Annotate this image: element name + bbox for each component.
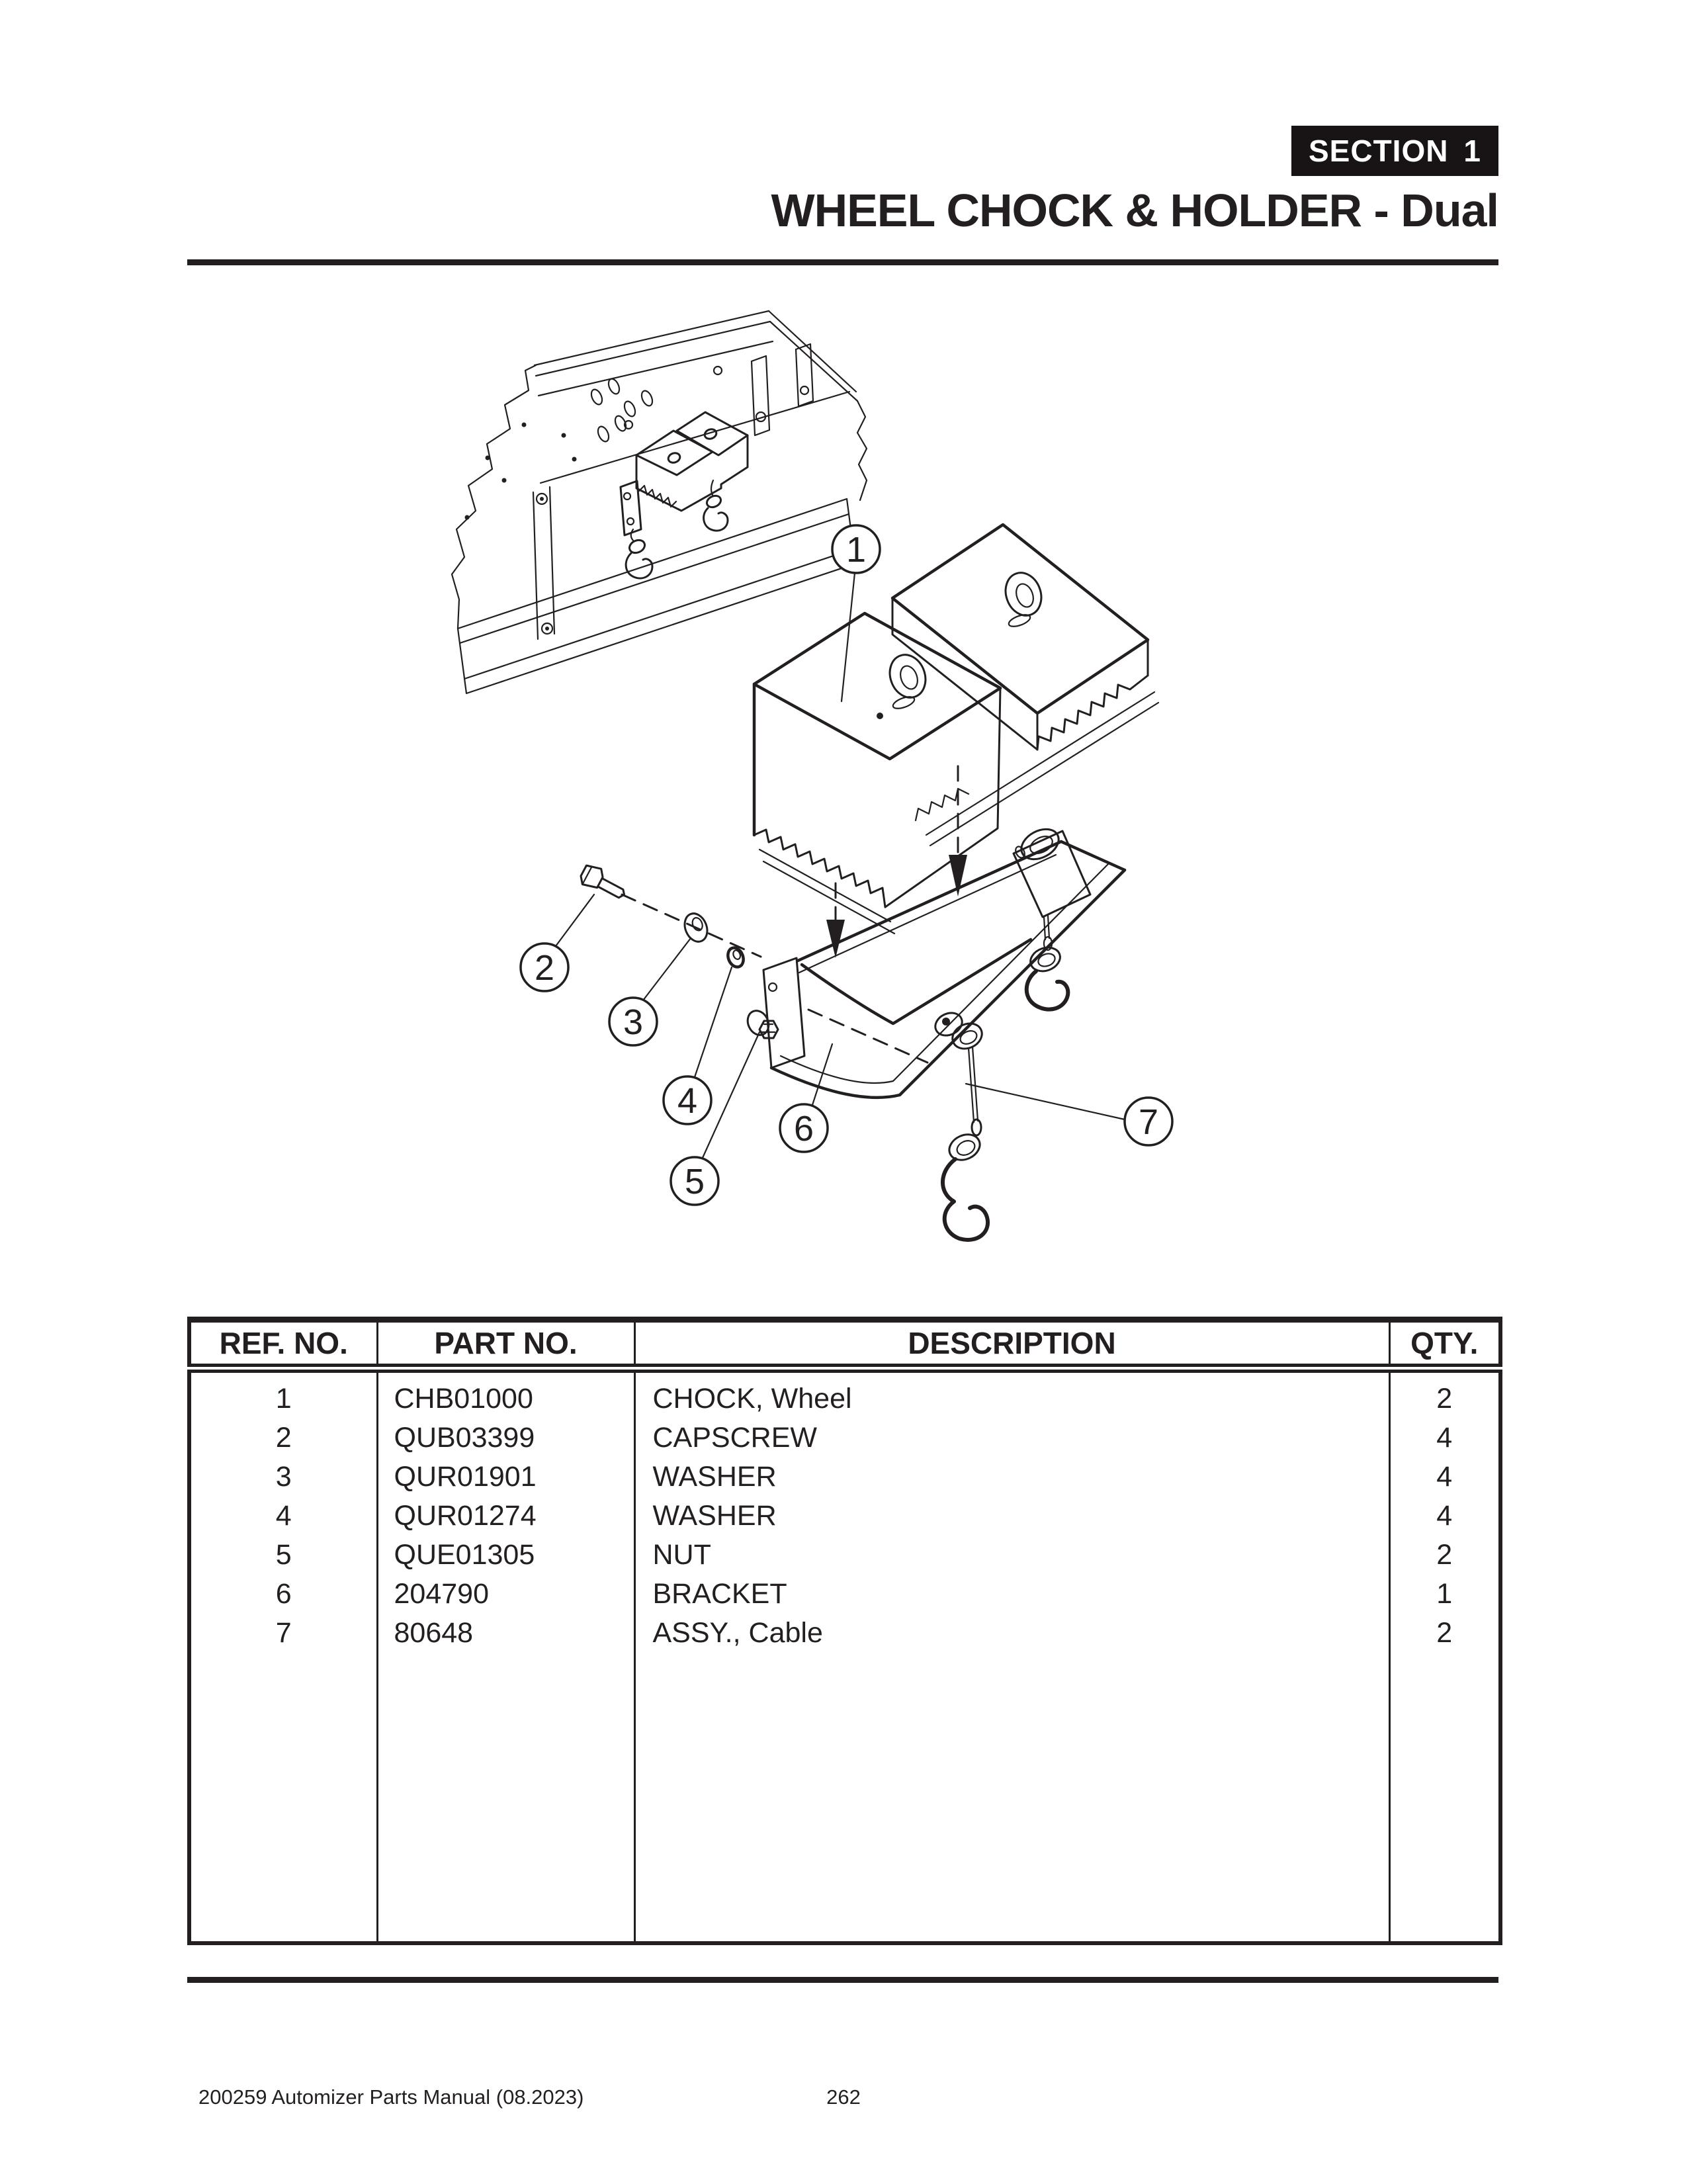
callout-5 [671, 1157, 718, 1205]
cell-qty: 4 [1436, 1422, 1453, 1454]
mounted-hook-icon [704, 508, 728, 531]
table-filler-row [189, 1653, 1500, 1943]
svg-text:5: 5 [684, 1162, 705, 1201]
svg-text:4: 4 [677, 1081, 698, 1121]
frame-body-line [541, 392, 849, 483]
section-badge [1291, 126, 1498, 176]
cell-ref: 7 [189, 1614, 377, 1653]
eye-bolt-icon [1000, 568, 1047, 621]
table-row [189, 1536, 1500, 1575]
frame-rail-line [539, 341, 773, 396]
fastener-axis [808, 1010, 928, 1063]
bracket [744, 823, 1125, 1098]
cell-ref: 6 [189, 1575, 377, 1614]
header-description: DESCRIPTION [634, 1320, 1389, 1369]
cell-ref: 5 [189, 1536, 377, 1575]
bracket-ear-hole [769, 983, 777, 991]
tab-hole [800, 386, 808, 394]
parts-table [187, 1317, 1502, 1945]
bracket-back-edge [798, 842, 1061, 961]
footer-page-number: 262 [826, 2085, 861, 2109]
cell-ref: 2 [189, 1419, 377, 1458]
nut [744, 1007, 778, 1038]
bracket-right-edge [1061, 842, 1125, 870]
rail-bolt [714, 367, 722, 374]
eye-bolt-inner [1014, 582, 1037, 609]
strap-bolt-dot [545, 627, 549, 631]
bottom-rule [187, 1977, 1498, 1983]
bracket-ear [763, 958, 804, 1068]
cable-line [1044, 916, 1049, 939]
cable-clamp [949, 1019, 986, 1053]
svg-text:1: 1 [845, 530, 867, 570]
cell-desc: CHOCK, Wheel [634, 1368, 1389, 1419]
s-hook-icon [943, 1159, 988, 1240]
capscrew-shank [598, 879, 627, 900]
frame-strap [533, 487, 554, 639]
chock-right-face [885, 688, 1000, 907]
svg-text:2: 2 [534, 948, 555, 988]
svg-text:7: 7 [1138, 1102, 1159, 1142]
table-header-row [189, 1320, 1500, 1369]
section-badge-number: 1 [1463, 134, 1481, 168]
table-row [189, 1419, 1500, 1458]
callout-7 [1125, 1098, 1172, 1145]
cell-part: 204790 [377, 1575, 634, 1614]
header-qty: QTY. [1389, 1320, 1500, 1369]
cell-desc: ASSY., Cable [634, 1614, 1389, 1653]
cell-qty: 4 [1436, 1500, 1453, 1532]
cell-desc: CAPSCREW [634, 1419, 1389, 1458]
callout-leader-2 [556, 895, 594, 946]
cell-qty: 2 [1436, 1617, 1453, 1649]
cell-part: QUR01274 [377, 1497, 634, 1536]
frame-hanger-tab [752, 356, 769, 435]
cable-ring [1027, 943, 1064, 975]
table-row [189, 1368, 1500, 1419]
table-row [189, 1614, 1500, 1653]
frame-bottom-flange [458, 499, 855, 693]
table-row [189, 1458, 1500, 1497]
header-part-no: PART NO. [377, 1320, 634, 1369]
chock-top-face [754, 613, 1000, 759]
assembly-arrows [826, 766, 967, 958]
rail-teeth [916, 789, 969, 820]
callout-leader-7 [966, 1084, 1125, 1119]
cell-part: 80648 [377, 1614, 634, 1653]
mounted-eye-bolt-icon [703, 427, 718, 440]
cell-qty: 2 [1436, 1539, 1453, 1571]
s-hook-icon [1027, 971, 1068, 1010]
chock-top-face [892, 525, 1148, 713]
wheel-chock-right [892, 525, 1148, 750]
cell-desc: NUT [634, 1536, 1389, 1575]
exploded-view-svg [165, 278, 1522, 1317]
header-ref-no: REF. NO. [189, 1320, 377, 1369]
table-row [189, 1497, 1500, 1536]
cell-ref: 4 [189, 1497, 377, 1536]
cell-ref: 1 [189, 1368, 377, 1419]
chock-teeth [754, 830, 885, 907]
mounted-chock-holder [621, 367, 748, 578]
cell-desc: WASHER [634, 1458, 1389, 1497]
cell-part: QUE01305 [377, 1536, 634, 1575]
callout-2 [521, 943, 568, 991]
section-badge-label: SECTION [1309, 134, 1449, 168]
callout-6 [780, 1104, 828, 1152]
chock-slab-sides [892, 598, 1148, 750]
cell-ref: 3 [189, 1458, 377, 1497]
capscrew [578, 862, 630, 904]
cell-part: CHB01000 [377, 1368, 634, 1419]
cable-assembly-lower [931, 1009, 988, 1240]
cell-qty: 2 [1436, 1383, 1453, 1415]
callout-leader-4 [695, 967, 732, 1077]
frame-holes [465, 377, 655, 519]
table-row [189, 1575, 1500, 1614]
cell-desc: WASHER [634, 1497, 1389, 1536]
cell-qty: 1 [1436, 1578, 1453, 1610]
cell-qty: 4 [1436, 1461, 1453, 1493]
callout-3 [609, 998, 657, 1045]
cell-part: QUB03399 [377, 1419, 634, 1458]
chock-top-hole [877, 713, 883, 719]
truck-frame-inset [452, 311, 867, 693]
frame-right-ragged-edge [857, 401, 867, 500]
eye-bolt-icon [884, 650, 931, 703]
mounted-bracket-ear [621, 481, 641, 535]
callout-4 [664, 1076, 711, 1124]
frame-rail-line [535, 311, 769, 365]
mounted-chock-teeth [639, 486, 676, 507]
chock-teeth [1037, 676, 1148, 750]
exploded-view-diagram [165, 278, 1522, 1317]
mounted-chock-top [677, 412, 748, 455]
page-title: WHEEL CHOCK & HOLDER - Dual [771, 185, 1498, 236]
frame-rail-line [536, 322, 770, 376]
callout-1 [832, 525, 880, 573]
eye-bolt-inner [898, 664, 921, 691]
callout-leader-3 [643, 938, 691, 1000]
footer-manual-title: 200259 Automizer Parts Manual (08.2023) [198, 2085, 584, 2109]
cable-swage [972, 1119, 981, 1135]
strap-bolt-dot [540, 497, 544, 501]
cell-desc: BRACKET [634, 1575, 1389, 1614]
cell-part: QUR01901 [377, 1458, 634, 1497]
rail-lines [926, 692, 1158, 846]
fastener-axis [622, 895, 761, 957]
callout-leader-1 [842, 573, 855, 701]
frame-left-ragged-edge [452, 365, 536, 629]
mounted-eye-bolt-icon [667, 451, 681, 464]
svg-text:6: 6 [793, 1109, 814, 1149]
svg-text:3: 3 [623, 1002, 644, 1042]
title-rule [187, 259, 1498, 265]
